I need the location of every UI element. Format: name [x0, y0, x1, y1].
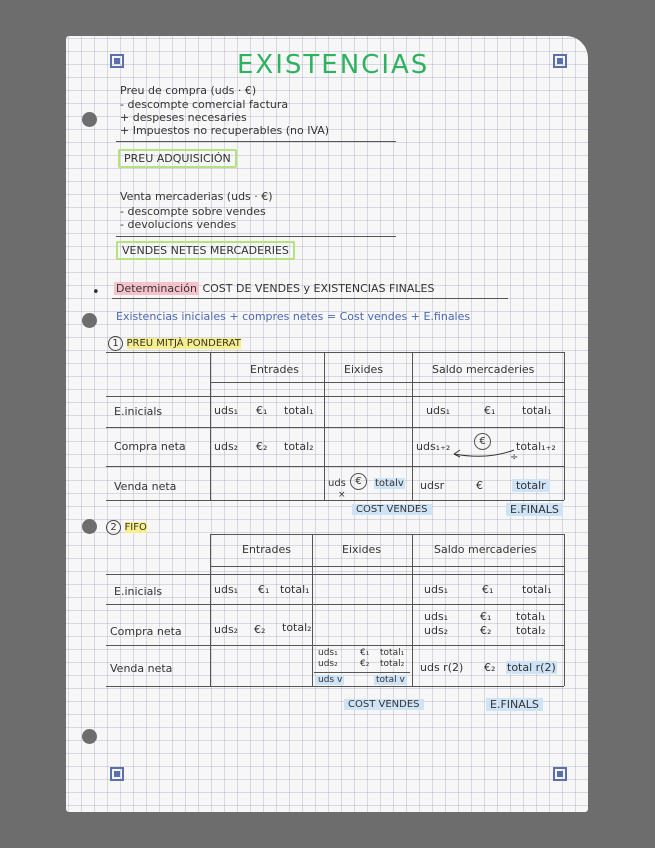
- preu-line-4: + Impuestos no recuperables (no IVA): [120, 124, 330, 137]
- bullet-icon: •: [92, 285, 100, 300]
- table-cell: €₁: [258, 583, 270, 596]
- table-cell: total v: [376, 675, 405, 685]
- punch-hole: [82, 313, 97, 328]
- table-cell: uds₁: [318, 648, 338, 658]
- section-number: 2: [106, 520, 121, 535]
- multiply-symbol: ×: [338, 490, 346, 500]
- corner-marker-icon: [553, 54, 567, 68]
- table-cell: uds₁: [424, 583, 449, 596]
- table-cell: €₂: [360, 659, 370, 669]
- determinacio-heading-a: Determinación: [116, 282, 197, 295]
- table-cell: €₂: [256, 440, 268, 453]
- fifo-header-saldo: Saldo mercaderies: [434, 543, 537, 556]
- arrow-icon: [448, 446, 516, 460]
- fifo-row-label: Venda neta: [110, 662, 173, 675]
- table-cell: €₂: [484, 661, 496, 674]
- determinacio-heading-b: COST DE VENDES y EXISTENCIAS FINALES: [202, 282, 435, 295]
- table-cell: uds r(2): [420, 661, 464, 674]
- venta-line-3: - devolucions vendes: [120, 218, 237, 231]
- section-2-heading: [106, 520, 147, 535]
- pmp-e-finals: E.FINALS: [506, 503, 563, 516]
- table-cell: uds₁: [426, 404, 451, 417]
- preu-result: PREU ADQUISICIÓN: [118, 149, 237, 168]
- fifo-header-eixides: Eixides: [342, 543, 382, 556]
- table-cell: total₁: [284, 404, 314, 417]
- section-1-title: PREU MITJÀ PONDERAT: [126, 338, 241, 349]
- table-cell: total₁: [522, 404, 552, 417]
- preu-line-2: - descompte comercial factura: [120, 98, 289, 111]
- section-2-title: FIFO: [124, 522, 147, 533]
- fifo-e-finals: E.FINALS: [486, 698, 543, 711]
- table-cell: €₂: [254, 623, 266, 636]
- table-cell: total₁₊₂: [516, 440, 556, 453]
- table-cell: €₁: [480, 610, 492, 623]
- table-cell: uds₂: [424, 624, 449, 637]
- table-cell: total₂: [516, 624, 546, 637]
- table-cell: total₁: [380, 648, 405, 658]
- table-cell: uds₂: [214, 440, 239, 453]
- table-cell: total₁: [522, 583, 552, 596]
- punch-hole: [82, 519, 97, 534]
- table-cell: totalr: [512, 479, 550, 492]
- table-cell: uds₂: [214, 623, 239, 636]
- pmp-row-label: Compra neta: [114, 440, 186, 453]
- fifo-row-label: Compra neta: [110, 625, 182, 638]
- table-cell: total₂: [284, 440, 314, 453]
- fifo-cost-vendes: COST VENDES: [344, 699, 424, 710]
- euro-circle-icon: €: [474, 433, 491, 450]
- divider: [112, 298, 508, 299]
- section-1-heading: [108, 336, 241, 351]
- table-cell: uds₁: [424, 610, 449, 623]
- preu-line-3: + despeses necesaries: [120, 111, 247, 124]
- table-cell: total₁: [280, 583, 310, 596]
- table-cell: total₁: [516, 610, 546, 623]
- euro-circle-icon: €: [350, 473, 367, 490]
- pmp-row-label: E.inicials: [114, 405, 163, 418]
- divide-symbol: ÷: [510, 452, 519, 463]
- fifo-row-label: E.inicials: [114, 585, 163, 598]
- table-cell: €: [476, 479, 483, 492]
- table-cell: total₂: [282, 621, 312, 634]
- table-cell: €₁: [482, 583, 494, 596]
- table-cell: uds₁: [214, 404, 239, 417]
- table-cell: udsr: [420, 479, 445, 492]
- venta-line-1: Venta mercaderias (uds · €): [120, 190, 273, 203]
- pmp-header-entrades: Entrades: [250, 363, 299, 376]
- formula: Existencias iniciales + compres netes = Cost vendes + E.finales: [116, 310, 471, 323]
- page-title: EXISTENCIAS: [237, 50, 430, 80]
- corner-marker-icon: [553, 767, 567, 781]
- table-cell: uds₁₊₂: [416, 440, 451, 453]
- punch-hole: [82, 729, 97, 744]
- section-number: 1: [108, 336, 123, 351]
- table-cell: totalv: [375, 478, 404, 489]
- table-cell: €₁: [256, 404, 268, 417]
- fifo-header-entrades: Entrades: [242, 543, 291, 556]
- pmp-header-saldo: Saldo mercaderies: [432, 363, 535, 376]
- corner-marker-icon: [110, 54, 124, 68]
- determinacio-heading: [114, 282, 434, 295]
- venta-result: VENDES NETES MERCADERIES: [116, 241, 295, 260]
- preu-line-1: Preu de compra (uds · €): [120, 84, 257, 97]
- table-cell: uds v: [318, 675, 343, 685]
- table-cell: €₁: [360, 648, 370, 658]
- divider: [116, 236, 396, 237]
- pmp-cost-vendes: COST VENDES: [352, 504, 432, 515]
- punch-hole: [82, 112, 97, 127]
- table-cell: total₂: [380, 659, 405, 669]
- pmp-header-eixides: Eixides: [344, 363, 384, 376]
- corner-marker-icon: [110, 767, 124, 781]
- table-cell: uds₁: [214, 583, 239, 596]
- table-cell: uds₂: [318, 659, 338, 669]
- table-cell: €₁: [484, 404, 496, 417]
- table-cell: uds: [328, 478, 346, 489]
- table-cell: total r(2): [507, 661, 556, 674]
- pmp-row-label: Venda neta: [114, 480, 177, 493]
- venta-line-2: - descompte sobre vendes: [120, 205, 266, 218]
- table-cell: €₂: [480, 624, 492, 637]
- divider: [116, 141, 396, 142]
